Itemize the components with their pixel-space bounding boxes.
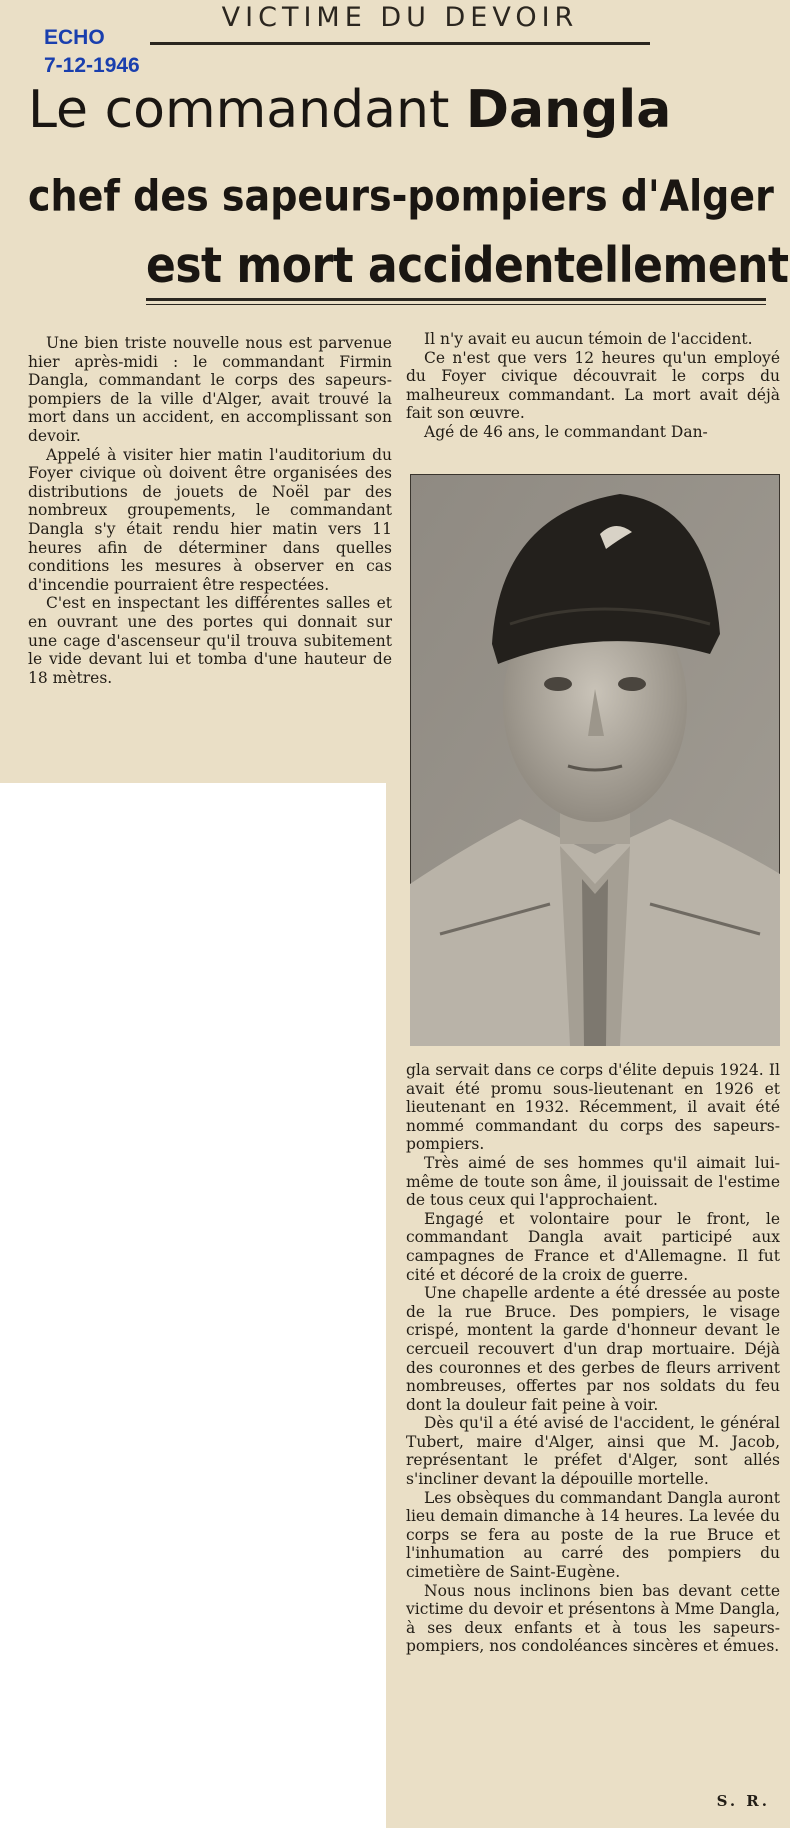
paragraph: Une chapelle ardente a été dressée au poste de la rue Bruce. Des pompiers, le visage crispé, montent la garde d'honneur devant le cercueil recouvert d'un drap mortuaire. Déjà des couronnes et des gerbes de fleurs arrivent nombreuses, offertes par nos soldats du feu dont la douleur fait peine à voir. [406,1284,780,1414]
author-signature: S. R. [716,1792,770,1810]
headline-line-2: chef des sapeurs-pompiers d'Alger [28,171,774,221]
headline-line-3: est mort accidentellement [146,237,789,295]
article-column-right-bottom [406,1061,780,1656]
paragraph: Très aimé de ses hommes qu'il aimait lui-même de toute son âme, il jouissait de l'estime de tous ceux qui l'approchaient. [406,1153,780,1210]
headline-line-1-regular: Le commandant [28,80,466,140]
paragraph: Dès qu'il a été avisé de l'accident, le général Tubert, maire d'Alger, ainsi que M. Jacob, représentant le préfet d'Alger, sont allés s'incliner devant la dépouille mortelle. [406,1414,780,1489]
paragraph: Nous nous inclinons bien bas devant cette victime du devoir et présentons à Mme Dangla, à ses deux enfants et à tous les sapeurs-pompiers, nos condoléances sincères et émues. [406,1581,780,1656]
paragraph: Engagé et volontaire pour le front, le commandant Dangla avait participé aux campagnes de France et d'Allemagne. Il fut cité et décoré de la croix de guerre. [406,1209,780,1284]
officer-portrait-photo [410,474,780,1046]
paragraph: Les obsèques du commandant Dangla auront lieu demain dimanche à 14 heures. La levée du corps se fera au poste de la rue Bruce et l'inhumation au carré des pompiers du cimetière de Saint-Eugène. [406,1488,780,1582]
headline-underline-thin [146,304,766,305]
kicker-rule [150,42,650,45]
paragraph: Ce n'est que vers 12 heures qu'un employé du Foyer civique découvrait le corps du malheureux commandant. La mort avait déjà fait son œuvre. [406,348,780,423]
headline-line-1 [28,78,778,142]
paragraph: Appelé à visiter hier matin l'auditorium du Foyer civique où doivent être organisées des distributions de jouets de Noël par des nombreux groupements, le commandant Dangla s'y était rendu hier matin vers 11 heures afin de déterminer dans quelles conditions les mesures à observer en cas d'incendie pourraient être respectées. [28,445,392,594]
paragraph: Agé de 46 ans, le commandant Dan- [424,422,708,441]
paragraph: Une bien triste nouvelle nous est parvenue hier après-midi : le commandant Firmin Dangla, commandant le corps des sapeurs-pompiers de la ville d'Alger, avait trouvé la mort dans un accident, en accomplissant son devoir. [28,334,392,445]
article-column-left [28,334,392,687]
paragraph: C'est en inspectant les différentes salles et en ouvrant une des portes qui donnait sur une cage d'ascenseur qu'il trouva subitement le vide devant lui et tomba d'une hauteur de 18 mètres. [28,594,392,687]
headline-underline [146,298,766,301]
paragraph: gla servait dans ce corps d'élite depuis 1924. Il avait été promu sous-lieutenant en 1926 et lieutenant en 1932. Récemment, il avait été nommé commandant du corps des sapeurs-pompiers. [406,1061,780,1154]
headline-line-1-bold: Dangla [465,80,672,140]
paragraph: Il n'y avait eu aucun témoin de l'accident. [424,330,753,348]
source-date-label: ECHO 7-12-1946 [44,26,140,77]
article-column-right-top [406,330,780,442]
article-kicker: VICTIME DU DEVOIR [221,2,579,33]
